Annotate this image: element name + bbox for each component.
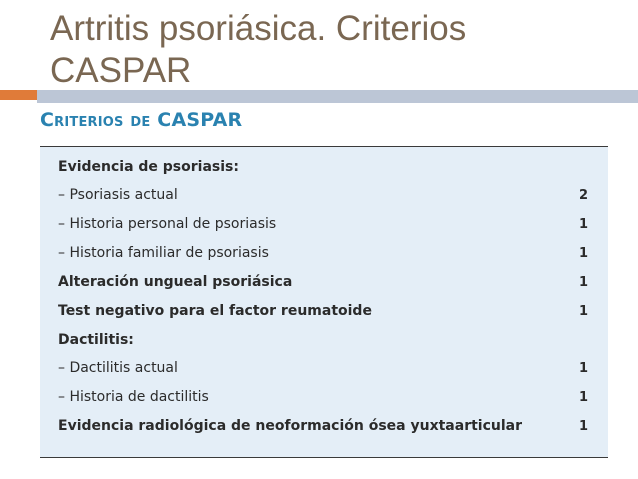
- title-rule-accent: [0, 90, 37, 100]
- table-row-current-dactylitis: [58, 356, 588, 380]
- slide-title: Artritis psoriásica. Criterios CASPAR: [50, 9, 467, 90]
- row-value: 1: [578, 389, 588, 405]
- row-value: 1: [578, 274, 588, 290]
- row-value: 1: [578, 245, 588, 261]
- row-label: – Psoriasis actual: [58, 187, 178, 203]
- row-label: Alteración ungueal psoriásica: [58, 274, 293, 290]
- row-label: Dactilitis:: [58, 332, 134, 348]
- row-label: – Historia de dactilitis: [58, 389, 209, 405]
- table-row-rheumatoid-factor: [58, 299, 588, 323]
- table-row-current-psoriasis: [58, 183, 588, 207]
- table-row-nail-alteration: [58, 270, 588, 294]
- row-label: – Historia personal de psoriasis: [58, 216, 277, 232]
- title-rule-bar: [37, 90, 638, 103]
- table-row-family-history: [58, 241, 588, 265]
- table-row-dactylitis-history: [58, 385, 588, 409]
- row-value: 1: [578, 216, 588, 232]
- table-row-personal-history: [58, 212, 588, 236]
- row-label: – Dactilitis actual: [58, 360, 178, 376]
- row-label: Test negativo para el factor reumatoide: [58, 303, 372, 319]
- row-value: 1: [578, 303, 588, 319]
- criteria-table: [40, 146, 608, 458]
- row-value: 1: [578, 418, 588, 434]
- row-label: Evidencia de psoriasis:: [58, 159, 239, 175]
- table-row-radiologic-evidence: [58, 414, 588, 438]
- table-row-psoriasis-evidence: [58, 155, 588, 179]
- row-value: 2: [578, 187, 588, 203]
- row-label: Evidencia radiológica de neoformación ósea yuxtaarticular: [58, 418, 523, 434]
- row-label: – Historia familiar de psoriasis: [58, 245, 269, 261]
- table-title: Criterios de CASPAR: [40, 109, 243, 131]
- row-value: 1: [578, 360, 588, 376]
- table-row-dactylitis: [58, 328, 588, 352]
